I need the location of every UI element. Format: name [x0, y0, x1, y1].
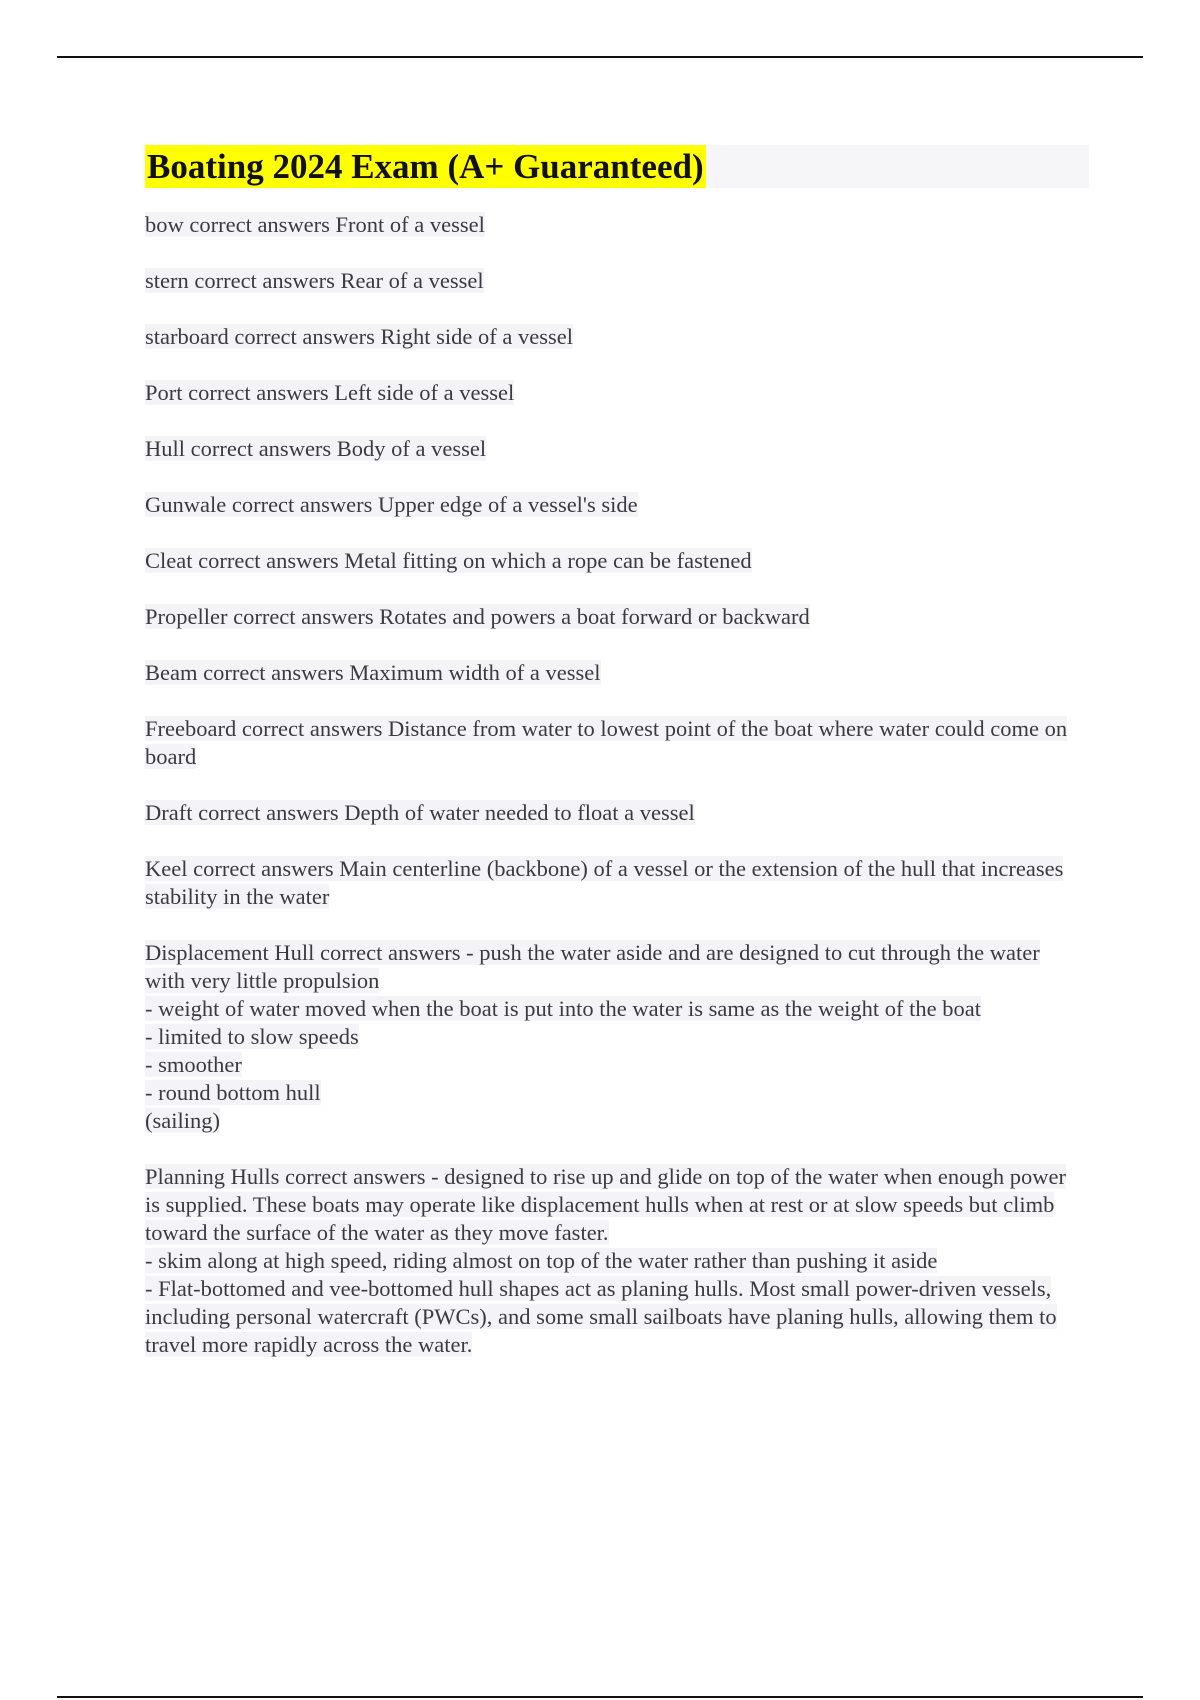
line-text: - skim along at high speed, riding almost on top of the water rather than pushing it aside: [145, 1248, 938, 1273]
planning-hulls-line: [145, 1163, 1085, 1247]
term-entry-propeller: [145, 603, 1085, 631]
line-text: - Flat-bottomed and vee-bottomed hull shapes act as planing hulls. Most small power-driven vessels, including personal watercraft (PWCs), and some small sailboats have planing hulls, allowing them to travel more rapidly across the water.: [145, 1276, 1057, 1357]
term-entry-gunwale: [145, 491, 1085, 519]
term-entry-port: [145, 379, 1085, 407]
term-text: Propeller correct answers Rotates and powers a boat forward or backward: [145, 604, 810, 629]
displacement-hull-line: [145, 939, 1085, 995]
term-text: Freeboard correct answers Distance from water to lowest point of the boat where water could come on board: [145, 716, 1068, 769]
term-text: starboard correct answers Right side of a vessel: [145, 324, 573, 349]
term-text: Draft correct answers Depth of water needed to float a vessel: [145, 800, 695, 825]
term-entry-draft: [145, 799, 1085, 827]
term-text: Port correct answers Left side of a vessel: [145, 380, 515, 405]
term-entry-freeboard: [145, 715, 1085, 771]
term-entry-starboard: [145, 323, 1085, 351]
planning-hulls-line: [145, 1275, 1085, 1359]
term-text: Gunwale correct answers Upper edge of a vessel's side: [145, 492, 638, 517]
displacement-hull-line: [145, 995, 1085, 1023]
term-entry-displacement-hull: [145, 939, 1085, 1135]
term-entry-planning-hulls: [145, 1163, 1085, 1359]
term-text: Hull correct answers Body of a vessel: [145, 436, 487, 461]
line-text: - smoother: [145, 1052, 242, 1077]
bottom-rule: [57, 1696, 1143, 1698]
displacement-hull-line: [145, 1023, 1085, 1051]
term-entry-bow: [145, 211, 1085, 239]
term-text: Keel correct answers Main centerline (backbone) of a vessel or the extension of the hull that increases stability in the water: [145, 856, 1064, 909]
term-text: bow correct answers Front of a vessel: [145, 212, 485, 237]
term-entry-hull: [145, 435, 1085, 463]
term-list: [145, 211, 1085, 1387]
term-text: Beam correct answers Maximum width of a vessel: [145, 660, 601, 685]
top-rule: [57, 56, 1143, 58]
line-text: Planning Hulls correct answers - designed to rise up and glide on top of the water when enough power is supplied. These boats may operate like displacement hulls when at rest or at slow speeds but climb toward the surface of the water as they move faster.: [145, 1164, 1067, 1245]
displacement-hull-line: [145, 1079, 1085, 1107]
planning-hulls-line: [145, 1247, 1085, 1275]
term-text: stern correct answers Rear of a vessel: [145, 268, 484, 293]
term-entry-beam: [145, 659, 1085, 687]
line-text: - weight of water moved when the boat is put into the water is same as the weight of the boat: [145, 996, 982, 1021]
term-entry-cleat: [145, 547, 1085, 575]
term-entry-keel: [145, 855, 1085, 911]
line-text: - limited to slow speeds: [145, 1024, 359, 1049]
line-text: - round bottom hull: [145, 1080, 321, 1105]
line-text: Displacement Hull correct answers - push the water aside and are designed to cut through the water with very little propulsion: [145, 940, 1040, 993]
term-text: Cleat correct answers Metal fitting on which a rope can be fastened: [145, 548, 752, 573]
displacement-hull-line: [145, 1107, 1085, 1135]
line-text: (sailing): [145, 1108, 220, 1133]
displacement-hull-line: [145, 1051, 1085, 1079]
term-entry-stern: [145, 267, 1085, 295]
document-title: Boating 2024 Exam (A+ Guaranteed): [147, 147, 704, 186]
